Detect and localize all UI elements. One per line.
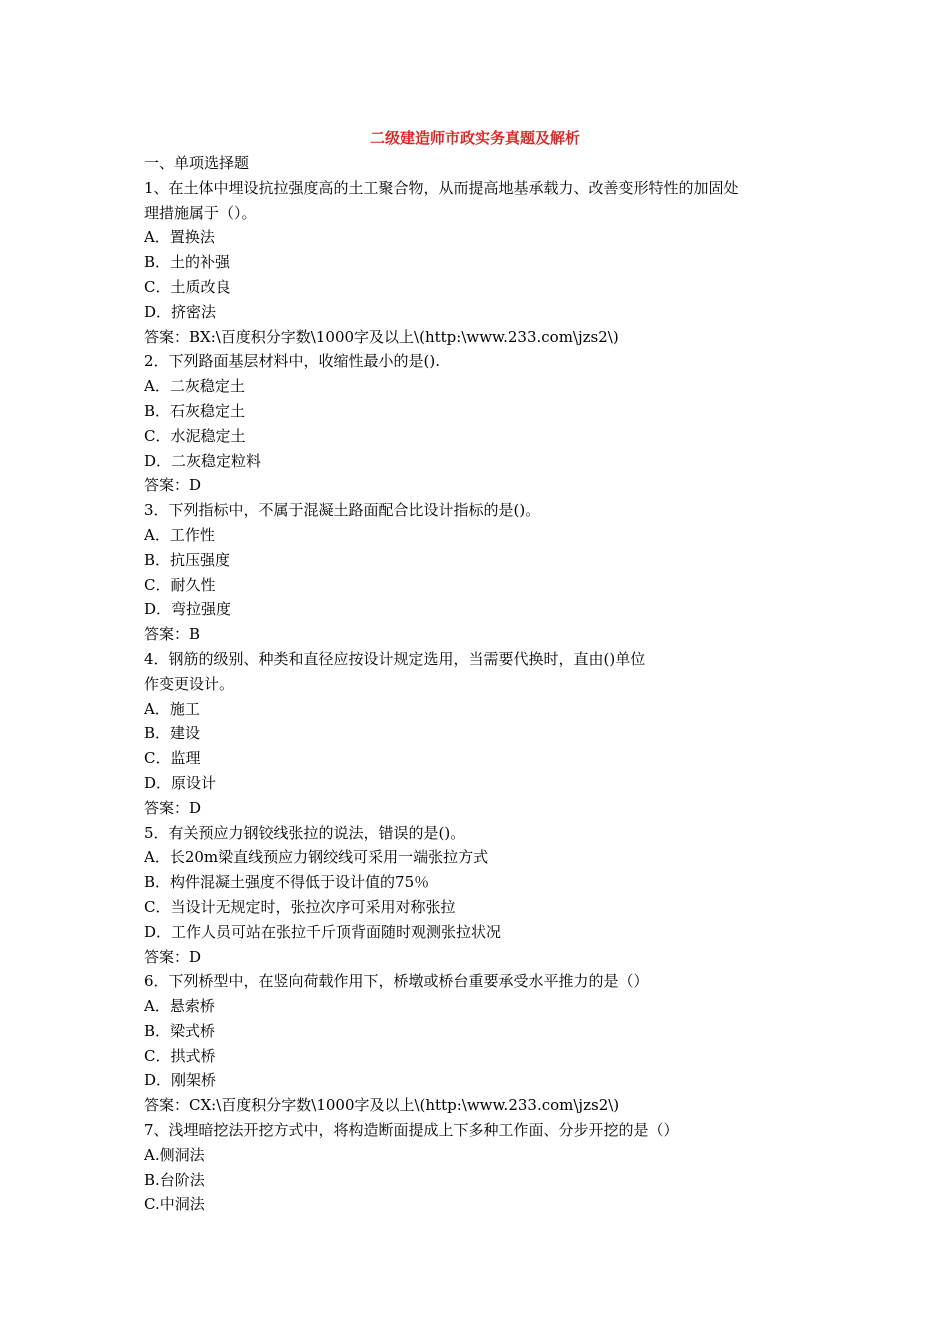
text-line: 答案：D	[144, 947, 202, 966]
text-line: B．抗压强度	[144, 550, 231, 569]
text-line: 答案：B	[144, 625, 201, 644]
text-line: 7、浅埋暗挖法开挖方式中，将构造断面提成上下多种工作面、分步开挖的是（）	[144, 1121, 679, 1140]
text-line: C．水泥稳定土	[144, 426, 246, 445]
text-line: A．置换法	[144, 228, 215, 247]
text-line: D．工作人员可站在张拉千斤顶背面随时观测张拉状况	[144, 922, 502, 941]
text-line: D．挤密法	[144, 302, 217, 321]
text-line: 答案：CX:\百度积分字数\1000字及以上\(http:\www.233.com\jzs2\)	[144, 1096, 620, 1115]
text-line: D．原设计	[144, 773, 217, 792]
text-line: D．弯拉强度	[144, 600, 232, 619]
text-line: 答案：BX:\百度积分字数\1000字及以上\(http:\www.233.com\jzs2\)	[144, 327, 619, 346]
text-line: B．石灰稳定土	[144, 401, 246, 420]
text-line: B．梁式桥	[144, 1021, 216, 1040]
text-line: C．当设计无规定时，张拉次序可采用对称张拉	[144, 897, 456, 916]
text-line: 5．有关预应力钢铰线张拉的说法，错误的是()。	[144, 823, 466, 842]
text-line: C.中洞法	[144, 1195, 205, 1214]
text-line: 答案：D	[144, 476, 202, 495]
document-title: 二级建造师市政实务真题及解析	[369, 129, 580, 147]
text-line: A．二灰稳定土	[144, 377, 245, 396]
text-line: C．拱式桥	[144, 1046, 216, 1065]
text-line: B．构件混凝土强度不得低于设计值的75％	[144, 873, 430, 892]
text-line: D．二灰稳定粒料	[144, 451, 262, 470]
text-line: 3．下列指标中，不属于混凝土路面配合比设计指标的是()。	[144, 501, 541, 520]
text-line: B．建设	[144, 724, 201, 743]
text-line: 一、单项选择题	[144, 154, 250, 172]
text-line: A.侧洞法	[144, 1145, 205, 1164]
text-line: B.台阶法	[144, 1170, 205, 1189]
text-line: 答案：D	[144, 798, 202, 817]
text-line: C．土质改良	[144, 277, 231, 296]
text-line: 作变更设计。	[144, 674, 235, 693]
text-line: A．悬索桥	[144, 997, 215, 1016]
text-line: D．刚架桥	[144, 1071, 217, 1090]
text-line: A．工作性	[144, 525, 215, 544]
text-line: 1、在土体中埋设抗拉强度高的土工聚合物，从而提高地基承载力、改善变形特性的加固处	[144, 178, 739, 197]
text-line: A．长20m梁直线预应力钢绞线可采用一端张拉方式	[144, 848, 489, 867]
document-body	[144, 151, 824, 1217]
text-line: B．土的补强	[144, 253, 231, 272]
text-line: C．耐久性	[144, 575, 216, 594]
text-line: 理措施属于（）。	[144, 203, 257, 222]
text-line: 4．钢筋的级别、种类和直径应按设计规定选用，当需要代换时，直由()单位	[144, 649, 646, 668]
text-line: A．施工	[144, 699, 200, 718]
text-line: C．监理	[144, 749, 201, 768]
text-line: 6．下列桥型中，在竖向荷载作用下，桥墩或桥台重要承受水平推力的是（）	[144, 972, 649, 991]
text-line: 2．下列路面基层材料中，收缩性最小的是().	[144, 352, 441, 371]
